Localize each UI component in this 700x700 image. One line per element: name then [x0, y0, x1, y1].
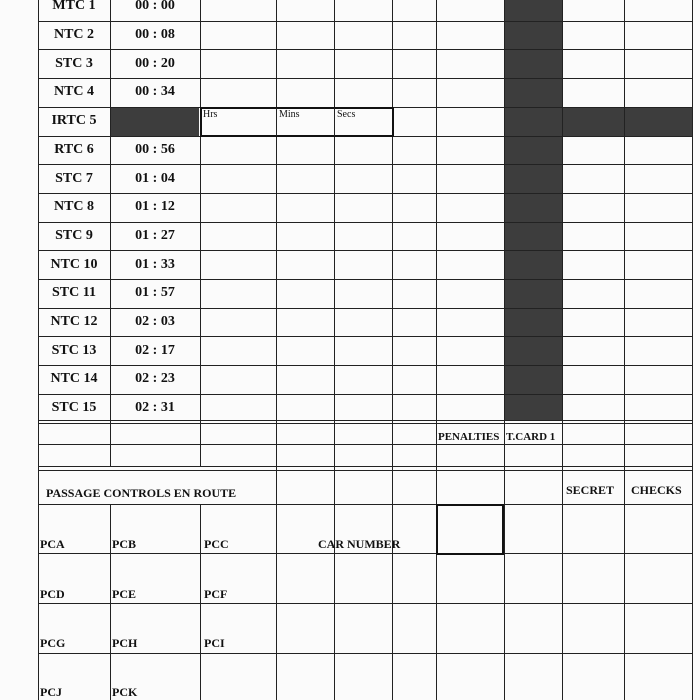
- stage-row-line: [38, 164, 692, 165]
- grid-column-line: [562, 466, 563, 700]
- time-box-divider: [334, 108, 335, 136]
- secret-label: SECRET: [566, 483, 615, 497]
- time-box-divider: [276, 108, 277, 136]
- stage-control-label: MTC 1: [52, 0, 96, 14]
- stage-target-time: 00 : 08: [135, 27, 175, 43]
- stage-row-line: [38, 21, 692, 22]
- secs-label: Secs: [337, 109, 356, 120]
- stage-control-label: STC 9: [55, 227, 93, 243]
- grid-column-line: [392, 0, 393, 466]
- mins-label: Mins: [279, 109, 300, 120]
- grid-column-line: [334, 466, 335, 700]
- passage-control-pcb: PCB: [112, 537, 136, 551]
- shaded-column: [504, 0, 562, 420]
- passage-control-pck: PCK: [112, 685, 138, 699]
- grid-column-line: [624, 466, 625, 700]
- stage-row-line: [38, 423, 692, 424]
- grid-column-line: [504, 0, 505, 466]
- grid-column-line: [200, 0, 201, 466]
- passage-control-pcf: PCF: [204, 587, 228, 601]
- grid-column-line: [334, 0, 335, 466]
- stage-target-time: 02 : 23: [135, 371, 175, 387]
- stage-target-time: 02 : 03: [135, 314, 175, 330]
- checks-label: CHECKS: [631, 483, 682, 497]
- stage-target-time: 02 : 31: [135, 400, 175, 416]
- stage-control-label: NTC 12: [50, 314, 98, 330]
- car-number-box: [436, 504, 504, 555]
- grid-column-line: [692, 0, 693, 466]
- grid-row-line: [38, 603, 692, 604]
- tcard-label: T.CARD 1: [506, 431, 556, 443]
- stage-control-label: NTC 2: [53, 27, 95, 43]
- stage-target-time: 01 : 12: [135, 199, 175, 215]
- grid-row-line: [38, 504, 692, 505]
- stage-control-label: NTC 10: [50, 256, 98, 272]
- grid-column-line: [562, 0, 563, 466]
- passage-control-pcd: PCD: [40, 587, 65, 601]
- hrs-label: Hrs: [203, 109, 218, 120]
- grid-column-line: [692, 466, 693, 700]
- stage-row-line: [38, 78, 692, 79]
- stage-control-label: STC 7: [55, 170, 93, 186]
- grid-line: [38, 444, 692, 445]
- passage-control-pce: PCE: [112, 587, 136, 601]
- stage-target-time: 00 : 00: [135, 0, 175, 14]
- stage-control-label: RTC 6: [54, 141, 94, 157]
- stage-row-line: [38, 279, 692, 280]
- stage-row-line: [38, 394, 692, 395]
- shaded-time-irtc: [111, 108, 199, 136]
- stage-target-time: 01 : 27: [135, 227, 175, 243]
- grid-column-line: [436, 0, 437, 466]
- passage-control-pcg: PCG: [40, 636, 66, 650]
- passage-control-pcc: PCC: [204, 537, 229, 551]
- stage-row-line: [38, 193, 692, 194]
- grid-line: [38, 470, 692, 471]
- stage-target-time: 00 : 20: [135, 55, 175, 71]
- passage-controls-title: PASSAGE CONTROLS EN ROUTE: [46, 486, 237, 500]
- passage-divider: [110, 504, 111, 700]
- stage-control-label: STC 15: [51, 400, 97, 416]
- stage-row-line: [38, 336, 692, 337]
- stage-control-label: IRTC 5: [51, 113, 97, 129]
- stage-target-time: 02 : 17: [135, 342, 175, 358]
- stage-target-time: 00 : 34: [135, 84, 175, 100]
- stage-row-line: [38, 250, 692, 251]
- stage-row-line: [38, 308, 692, 309]
- passage-control-pca: PCA: [40, 537, 65, 551]
- grid-column-line: [38, 466, 39, 700]
- stage-target-time: 01 : 57: [135, 285, 175, 301]
- grid-column-line: [276, 466, 277, 700]
- stage-row-line: [38, 365, 692, 366]
- stage-control-label: STC 13: [51, 342, 97, 358]
- grid-line: [38, 466, 692, 467]
- stage-control-label: NTC 4: [53, 84, 95, 100]
- stage-target-time: 01 : 04: [135, 170, 175, 186]
- stage-control-label: STC 11: [52, 285, 96, 301]
- stage-row-line: [38, 222, 692, 223]
- stage-control-label: STC 3: [55, 55, 93, 71]
- stage-target-time: 00 : 56: [135, 141, 175, 157]
- car-number-label: CAR NUMBER: [318, 537, 401, 551]
- grid-column-line: [436, 466, 437, 700]
- penalties-label: PENALTIES: [438, 431, 500, 443]
- grid-column-line: [504, 466, 505, 700]
- passage-control-pci: PCI: [204, 636, 225, 650]
- stage-control-label: NTC 8: [53, 199, 95, 215]
- grid-column-line: [624, 0, 625, 466]
- stage-control-label: NTC 14: [50, 371, 98, 387]
- grid-column-line: [276, 0, 277, 466]
- stage-row-line: [38, 49, 692, 50]
- passage-control-pch: PCH: [112, 636, 138, 650]
- grid-row-line: [38, 653, 692, 654]
- shaded-row-irtc: [562, 108, 692, 136]
- stage-target-time: 01 : 33: [135, 256, 175, 272]
- grid-line: [38, 420, 692, 421]
- grid-column-line: [392, 466, 393, 700]
- grid-row-line: [38, 553, 692, 554]
- passage-control-pcj: PCJ: [40, 685, 62, 699]
- passage-divider: [200, 504, 201, 700]
